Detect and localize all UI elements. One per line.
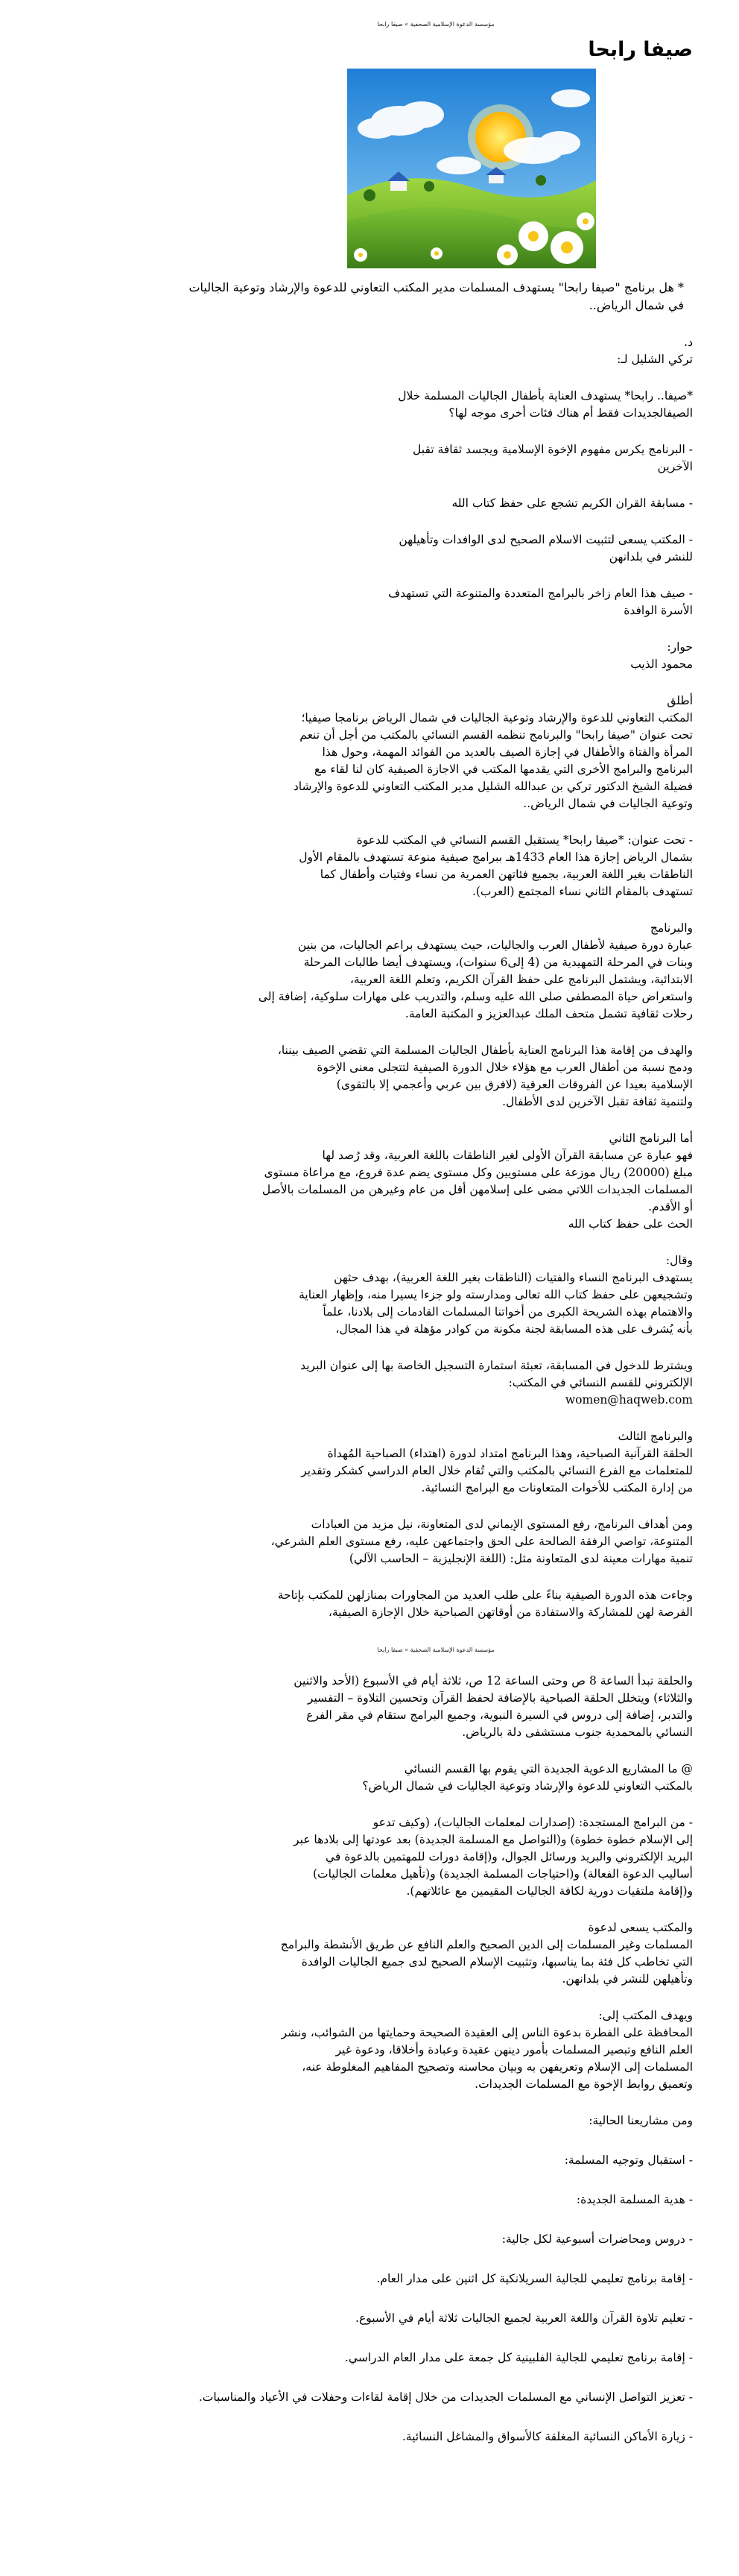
text-line: وتوعية الجاليات في شمال الرياض.. <box>523 797 693 810</box>
section-second-program <box>179 1130 693 1233</box>
text-line: يستهدف البرنامج النساء والفتيات (الناطقات بغير اللغة العربية)، بهدف حثهن <box>334 1271 693 1284</box>
text-line: المحافظة على الفطرة بدعوة الناس إلى العقيدة الصحيحة وحمايتها من الشوائب، ونشر <box>281 2026 693 2039</box>
text-line: و(إقامة ملتقيات دورية لكافة الجاليات المقيمين مع عائلاتهم). <box>406 1884 693 1898</box>
text-line: العلم النافع وتبصير المسلمات بأمور دينهن عقيدة وعبادة وأخلاقا، ودعوة غير <box>335 2043 693 2056</box>
text-line: للمتعلمات مع الفرع النسائي بالمكتب والتي تُقام خلال العام الدراسي كشكر وتقدير <box>301 1464 693 1477</box>
point-line: للنشر في بلدانهن <box>609 550 693 564</box>
section-came <box>179 1587 693 1621</box>
text-line: رحلات ثقافية تشمل متحف الملك عبدالعزيز و المكتبة العامة. <box>405 1007 693 1020</box>
text-line: المسلمات إلى الإسلام وتعريفهن به وبيان محاسنه وتصحيح المفاهيم المغلوطة عنه، <box>302 2060 693 2074</box>
text-line: @ ما المشاريع الدعوية الجديدة التي يقوم بها القسم النسائي <box>404 1762 693 1775</box>
text-line: بشمال الرياض إجازة هذا العام 1433هـ ببرامج صيفية منوعة تستهدف بالمقام الأول <box>299 850 693 864</box>
question-line: *صيفا.. رابحا* يستهدف العناية بأطفال الجاليات المسلمة خلال <box>398 389 693 402</box>
page-title: صيفا رابحا <box>588 38 693 61</box>
email-link[interactable]: women@haqweb.com <box>565 1393 693 1407</box>
interview-label: حوار: <box>667 640 693 654</box>
text-line: الحث على حفظ كتاب الله <box>568 1217 693 1231</box>
text-line: - تحت عنوان: *صيفا رابحا* يستقبل القسم النسائي في المكتب للدعوة <box>356 833 693 847</box>
section-office-aims <box>179 2007 693 2093</box>
section-goal <box>179 1042 693 1111</box>
section-circle <box>179 1673 693 1741</box>
projects-heading: ومن مشاريعنا الحالية: <box>589 2114 693 2127</box>
running-header: مؤسسة الدعوة الإسلامية الصحفية » صيفا رابحا <box>377 1647 495 1653</box>
project-item: - دروس ومحاضرات أسبوعية لكل جالية: <box>501 2232 693 2246</box>
text-line: واستعراض حياة المصطفى صلى الله عليه وسلم، والتدريب على مهارات سلوكية، إضافة إلى <box>258 990 693 1003</box>
section-program <box>179 920 693 1023</box>
byline <box>179 334 693 368</box>
text-line: وتأهيلهن للنشر في بلدانهن. <box>562 1972 693 1986</box>
point-line: - المكتب يسعى لتثبيت الاسلام الصحيح لدى الوافدات وتأهيلهن <box>399 533 693 546</box>
point-line: - البرنامج يكرس مفهوم الإخوة الإسلامية ويجسد ثقافة تقبل <box>413 443 693 456</box>
highlight-point <box>179 495 693 512</box>
text-line: الإلكتروني للقسم النسائي في المكتب: <box>508 1376 693 1389</box>
text-line: والحلقة تبدأ الساعة 8 ص وحتى الساعة 12 ص، ثلاثة أيام في الأسبوع (الأحد والاثنين <box>294 1674 693 1688</box>
text-line: مبلغ (20000) ريال موزعة على مستويين وكل مستوى يضم عدة فروع، مع مراعاة مستوى <box>264 1166 693 1179</box>
text-line: الناطقات بغير اللغة العربية، بجميع فئاتهن العمرية من نساء وفتيات وأطفال كما <box>320 868 693 881</box>
project-item: - إقامة برنامج تعليمي للجالية الفلبينية كل جمعة على مدار العام الدراسي. <box>344 2351 693 2364</box>
section-third-program <box>179 1428 693 1497</box>
project-item: - تعليم تلاوة القرآن واللغة العربية لجميع الجاليات ثلاثة أيام في الأسبوع. <box>355 2311 693 2325</box>
running-header: مؤسسة الدعوة الإسلامية الصحفية » صيفا رابحا <box>377 21 495 28</box>
text-line: وتعميق روابط الإخوة مع المسلمات الجديدات. <box>475 2077 693 2091</box>
text-line: البريد الإلكتروني والبريد ورسائل الجوال، و(إقامة دورات للمهتمين بالدعوة في <box>326 1850 693 1863</box>
section-said <box>179 1252 693 1338</box>
byline-line: د. <box>684 335 693 349</box>
section-title <box>179 832 693 900</box>
text-line: إلى الإسلام خطوة خطوة) و(التواصل مع المسلمة الجديدة) بعد عودتها إلى بلادها عبر <box>293 1833 693 1846</box>
text-line: والتدبر، إضافة إلى دروس في السيرة النبوية، وجميع البرامج ستقام في مقر الفرع <box>306 1708 693 1722</box>
text-line: فهو عبارة عن مسابقة القرآن الأولى لغير الناطقات باللغة العربية، وقد رُصد لها <box>322 1149 693 1162</box>
text-line: والبرنامج الثالث <box>618 1430 693 1443</box>
text-line: - من البرامج المستجدة: (إصدارات لمعلمات الجاليات)، (وكيف تدعو <box>372 1816 693 1829</box>
section-register <box>179 1357 693 1409</box>
text-line: الابتدائية، ويشتمل البرنامج على حفظ القرآن الكريم، وتعلم اللغة العربية، <box>349 973 693 986</box>
project-item: - تعزيز التواصل الإنساني مع المسلمات الجديدات من خلال إقامة لقاءات وحفلات في الأعياد والمناسبات. <box>198 2390 693 2404</box>
section-launch <box>179 692 693 812</box>
point-line: - مسابقة القران الكريم تشجع على حفظ كتاب الله <box>451 496 693 510</box>
text-line: ومن أهداف البرنامج، رفع المستوى الإيماني لدى المتعاونة، نيل مزيد من العبادات <box>311 1518 693 1531</box>
text-line: تنمية مهارات معينة لدى المتعاونة مثل: (اللغة الإنجليزية – الحاسب الآلي) <box>349 1552 693 1565</box>
text-line: الحلقة القرآنية الصباحية، وهذا البرنامج امتداد لدورة (اهتداء) الصباحية المُهداة <box>327 1447 693 1460</box>
text-line: والاهتمام بهذه الشريحة الكبرى من أخواتنا المسلمات القادمات إلى بلادنا، علماً <box>323 1305 693 1319</box>
text-line: المتنوعة، تواصي الرفقة الصالحة على الحق واجتماعهن عليه، رفع مستوى العلم الشرعي، <box>270 1535 693 1548</box>
text-line: والمكتب يسعى لدعوة <box>588 1921 693 1934</box>
text-line: التي تخاطب كل فئة بما يناسبها، وتثبيت الإسلام الصحيح لدى جميع الجاليات الوافدة <box>301 1955 693 1969</box>
text-line: المسلمات وغير المسلمات إلى الدين الصحيح والعلم النافع عن طريق الأنشطة والبرامج <box>280 1938 693 1951</box>
project-item: - استقبال وتوجيه المسلمة: <box>564 2153 693 2167</box>
text-line: من إدارة المكتب للأخوات المتعاونات مع البرامج النسائية. <box>421 1481 693 1494</box>
section-aims <box>179 1516 693 1568</box>
text-line: أساليب الدعوة الفعالة) و(احتياجات المسلمة الجديدة) و(تأهيل معلمات الجاليات) <box>312 1867 693 1881</box>
text-line: المسلمات الجديدات اللاتي مضى على إسلامهن أقل من عام وغيرهن من المسلمات بالأصل <box>261 1183 693 1196</box>
text-line: البرنامج والبرامج الأخرى التي يقدمها المكتب في الاجازة الصيفية كان لنا لقاء مع <box>314 763 693 776</box>
section-new-programs <box>179 1814 693 1900</box>
text-line: بأنه يُشرف على هذه المسابقة لجنة مكونة من كوادر مؤهلة في هذا المجال، <box>335 1322 693 1336</box>
text-line: ودمج نسبة من أطفال العرب مع هؤلاء خلال الدورة الصيفية لتتجلى معنى الإخوة <box>317 1061 693 1074</box>
highlight-point <box>179 585 693 619</box>
text-line: تستهدف بالمقام الثاني نساء المجتمع (العرب). <box>472 885 693 898</box>
point-line: الأسرة الوافدة <box>624 604 693 617</box>
highlight-point <box>179 531 693 566</box>
project-item: - زيارة الأماكن النسائية المغلقة كالأسواق والمشاغل النسائية. <box>402 2430 693 2443</box>
project-item: - إقامة برنامج تعليمي للجالية السريلانكية كل اثنين على مدار العام. <box>376 2272 693 2285</box>
register-text <box>179 1357 693 1392</box>
text-line: والبرنامج <box>650 921 693 935</box>
text-line: ويشترط للدخول في المسابقة، تعبئة استمارة التسجيل الخاصة بها إلى عنوان البريد <box>300 1359 693 1372</box>
text-line: وقال: <box>665 1254 693 1267</box>
question-2 <box>179 1761 693 1795</box>
highlight-point <box>179 441 693 476</box>
text-line: بالمكتب التعاوني للدعوة والإرشاد وتوعية الجاليات في شمال الرياض؟ <box>362 1779 693 1793</box>
text-line: الإسلامية بعيدا عن الفروقات العرقية (لافرق بين عربي وأعجمي إلا بالتقوى) <box>336 1078 693 1091</box>
article <box>179 0 693 2446</box>
text-line: الفرصة لهن للمشاركة والاستفادة من أوقاتهن الصباحية خلال الإجازة الصيفية، <box>328 1606 693 1619</box>
hero-illustration <box>347 69 596 268</box>
text-line: المرأة والفتاة والأطفال في إجازة الصيف بالعديد من الفوائد المهمة، وحول هذا <box>322 745 693 759</box>
project-item: - هدية المسلمة الجديدة: <box>576 2193 693 2206</box>
point-line: الآخرين <box>657 460 693 473</box>
text-line: وجاءت هذه الدورة الصيفية بناءً على طلب العديد من المجاورات بمنازلهن للمكتب بإتاحة <box>277 1588 693 1602</box>
text-line: ويهدف المكتب إلى: <box>598 2009 693 2022</box>
text-line: ولتنمية ثقافة تقبل الآخرين لدى الأطفال. <box>502 1095 693 1108</box>
intro-paragraph: * هل برنامج "صيفا رابحا" يستهدف المسلمات مدير المكتب التعاوني للدعوة والإرشاد وتوعية الجاليات في شمال الرياض.. <box>188 280 684 312</box>
text-line: والهدف من إقامة هذا البرنامج العناية بأطفال الجاليات المسلمة التي تقضي الصيف بيننا، <box>277 1044 693 1057</box>
section-strive <box>179 1919 693 1988</box>
text-line: النسائي بالمحمدية جنوب مستشفى دلة بالرياض. <box>462 1726 693 1739</box>
point-line: - صيف هذا العام زاخر بالبرامج المتعددة والمتنوعة التي تستهدف <box>388 587 693 600</box>
text-line: أما البرنامج الثاني <box>609 1131 693 1145</box>
interview-author: محمود الذيب <box>630 657 693 671</box>
text-line: وتشجيعهن على حفظ كتاب الله تعالى ومدارسته ولو جزءا يسيرا منه، وإظهار العناية <box>299 1288 693 1301</box>
byline-line: تركي الشليل لـ: <box>617 353 693 366</box>
text-line: وبنات في المرحلة التمهيدية من (4 إلى6 سنوات)، ويستهدف أيضا طالبات المرحلة <box>303 956 693 969</box>
text-line: أو الأقدم. <box>648 1200 693 1213</box>
question-line: الصيفالجديدات فقط أم هناك فئات أخرى موجه لها؟ <box>448 406 693 420</box>
text-line: أطلق <box>667 694 693 707</box>
projects-list <box>179 2152 693 2446</box>
text-line: عبارة دورة صيفية لأطفال العرب والجاليات، حيث يستهدف براعم الجاليات، من بنين <box>297 938 693 952</box>
question-1 <box>179 388 693 422</box>
text-line: فضيلة الشيخ الدكتور تركي بن عبدالله الشليل مدير المكتب التعاوني للدعوة والإرشاد <box>293 780 693 793</box>
interview-credit <box>179 639 693 673</box>
text-line: والثلاثاء) ويتخلل الحلقة الصباحية بالإضافة لحفظ القرآن وتحسين التلاوة – التفسير <box>307 1691 693 1705</box>
text-line: تحت عنوان "صيفا رابحا" والبرنامج تنظمه القسم النسائي بالمكتب من أجل أن تنعم <box>299 728 693 742</box>
text-line: المكتب التعاوني للدعوة والإرشاد وتوعية الجاليات في شمال الرياض برنامجا صيفيا؛ <box>301 711 693 724</box>
